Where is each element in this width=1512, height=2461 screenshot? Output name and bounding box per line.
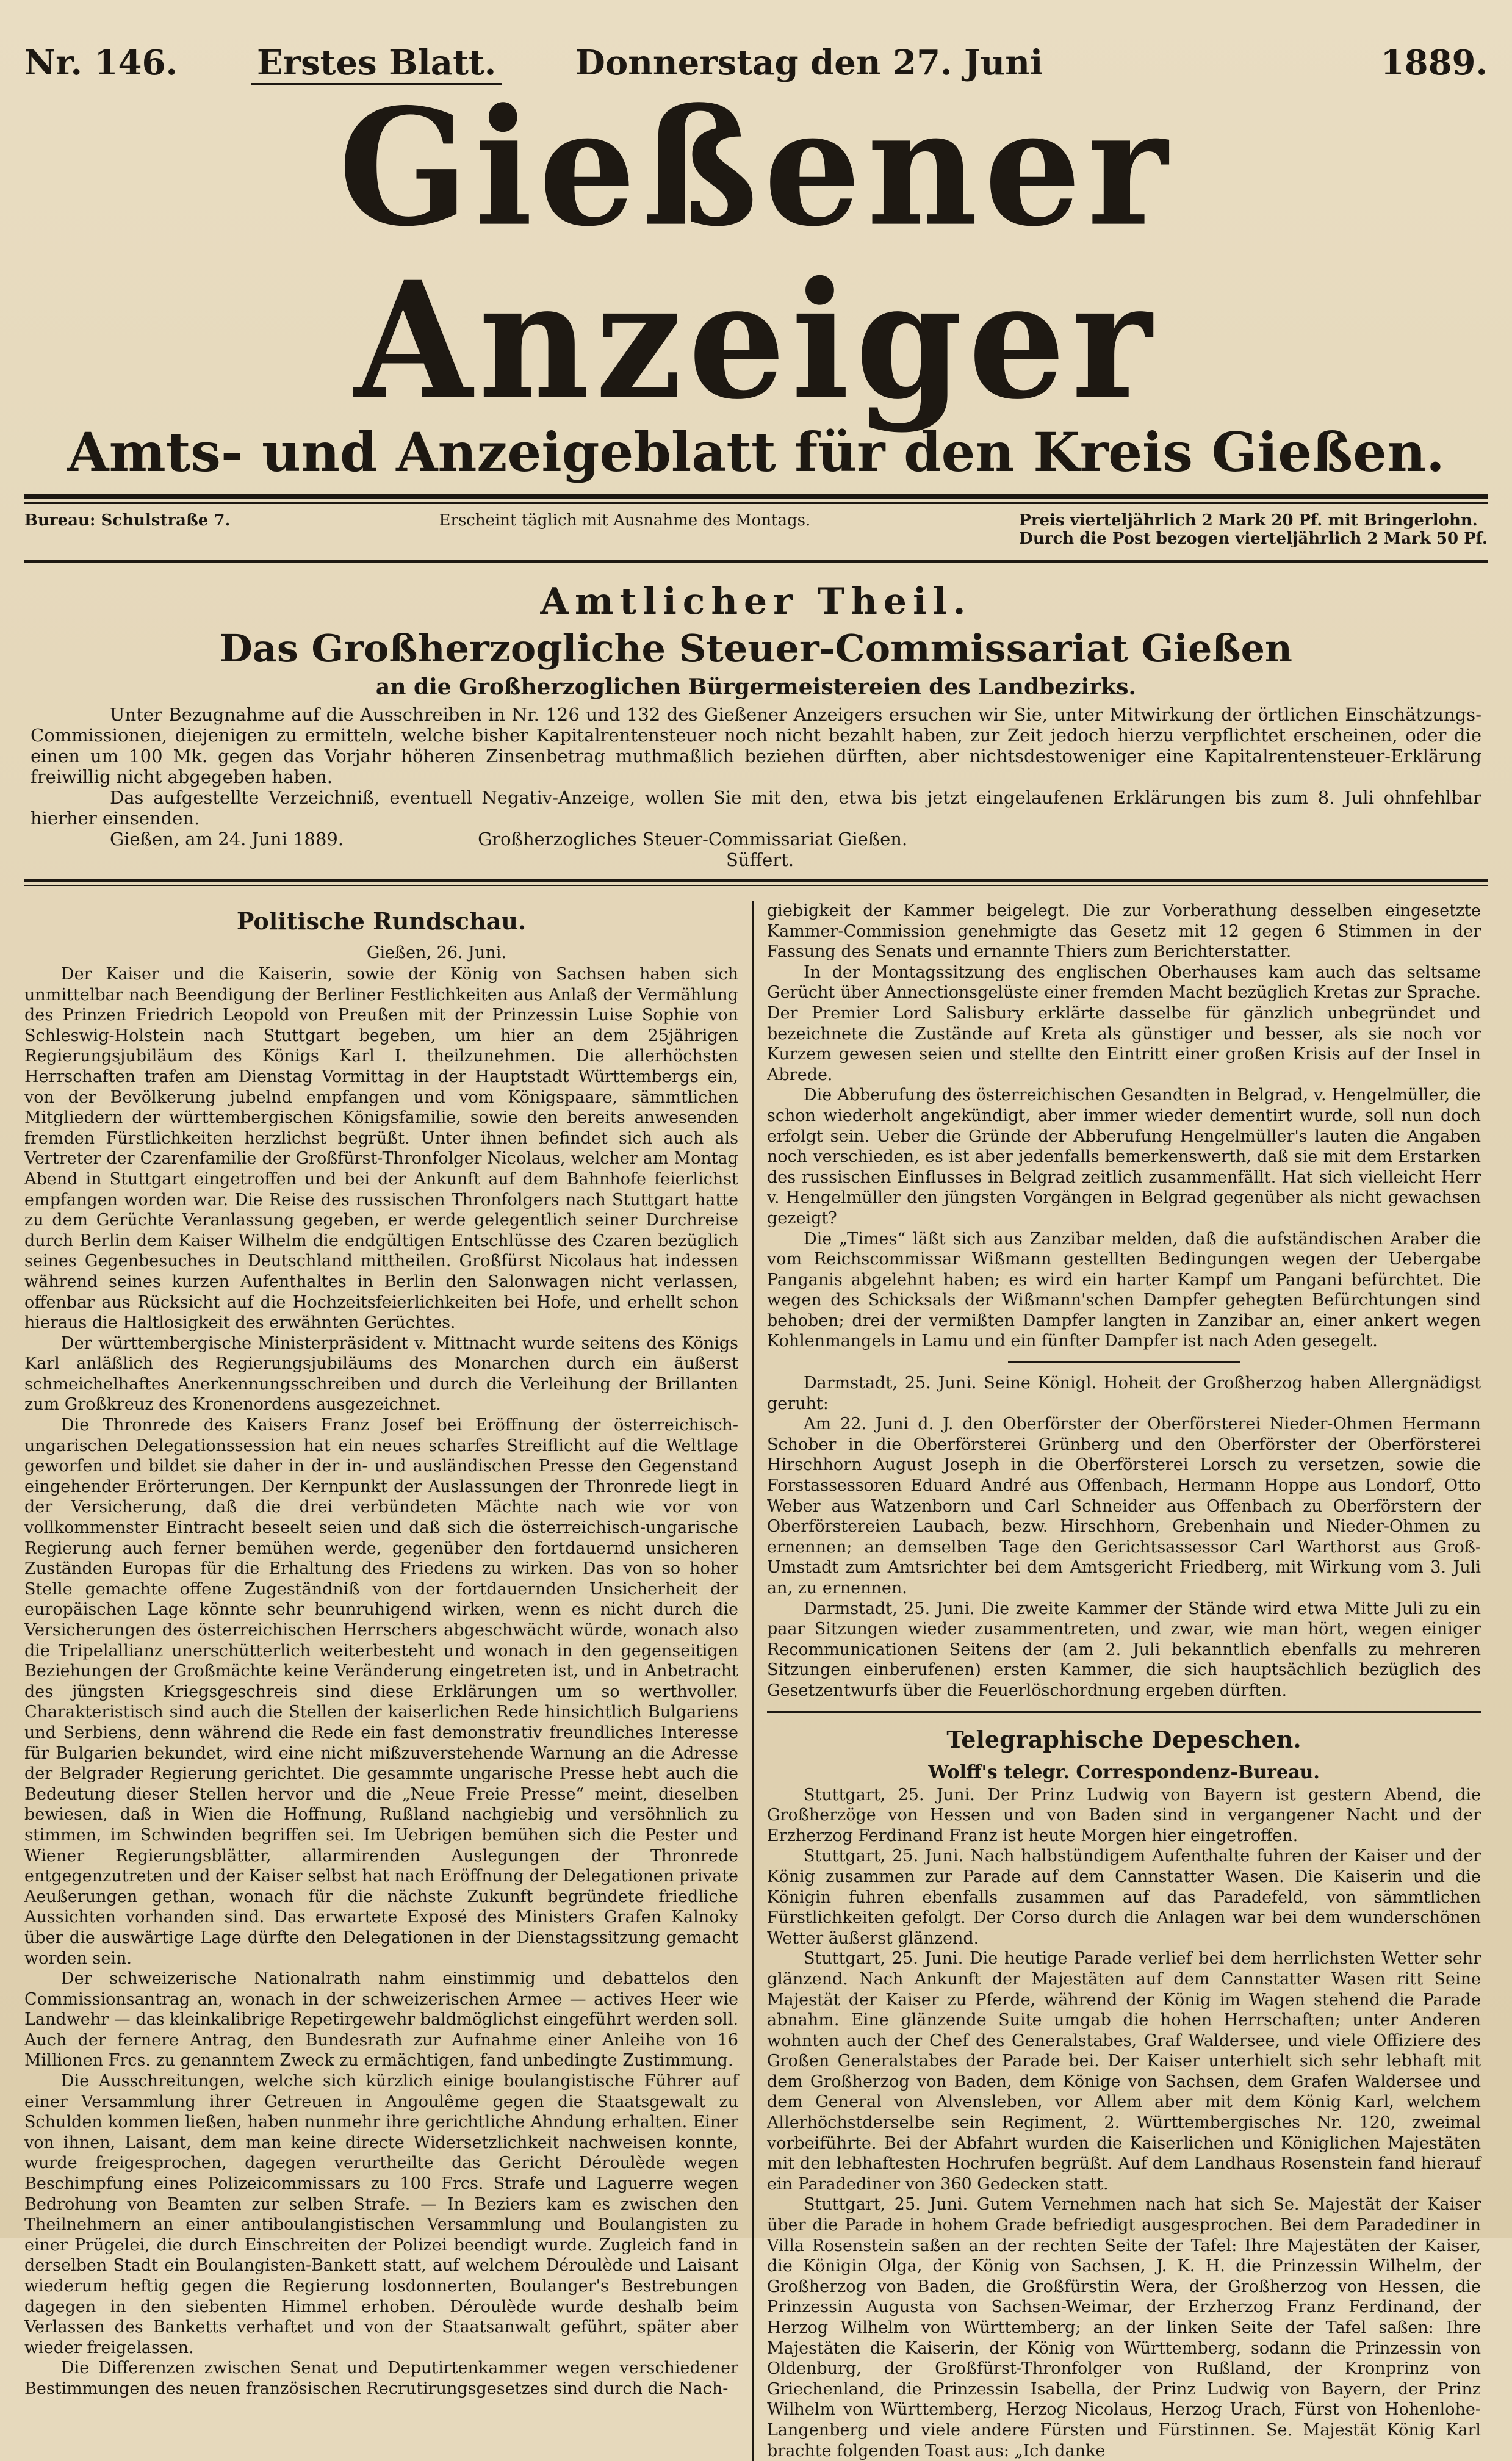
official-authority: Großherzogliches Steuer-Commissariat Gießen. bbox=[478, 829, 908, 849]
telegraphische-depeschen-heading: Telegraphische Depeschen. bbox=[946, 1725, 1301, 1753]
telegram-divider bbox=[767, 1711, 1481, 1713]
issue-date: Donnerstag den 27. Juni bbox=[575, 43, 1043, 83]
bureau-address: Bureau: Schulstraße 7. bbox=[24, 511, 231, 530]
telegram-item: Stuttgart, 25. Juni. Gutem Vernehmen nach hat sich Se. Majestät der Kaiser über die Parade in hohem Grade befriedigt ausgesprochen. Bei dem Paradediner in Villa Rosenstein saßen an der rechten Seite der Tafel: Ihre Majestäten der Kaiser, die Königin Olga, der König von Sachsen, J. K. H. die Prinzessin Wilhelm, der Großherzog von Baden, die Großfürstin Wera, der Großherzog von Hessen, die Prinzessin Augusta von Sachsen-Weimar, der Erzherzog Franz Ferdinand, der Herzog Wilhelm von Württemberg; an der linken Seite der Tafel saßen: Ihre Majestäten die Kaiserin, der König von Württemberg, sodann die Prinzessin von Oldenburg, der Großfürst-Thronfolger von Rußland, der Kronprinz von Griechenland, die Prinzessin Isabella, der Prinz Ludwig von Bayern, der Prinz Wilhelm von Württemberg, Herzog Nicolaus, Herzog Urach, Fürst von Hohenlohe-Langenberg und viele andere Fürsten und Fürstinnen. Se. Majestät König Karl brachte folgenden Toast aus: „Ich danke bbox=[767, 2195, 1481, 2460]
price-line-2: Durch die Post bezogen vierteljährlich 2 Mark 50 Pf. bbox=[1019, 530, 1488, 548]
official-signature-line bbox=[31, 829, 1481, 849]
price-line-1: Preis vierteljährlich 2 Mark 20 Pf. mit Bringerlohn. bbox=[1019, 511, 1478, 530]
publication-schedule: Erscheint täglich mit Ausnahme des Montags. bbox=[439, 511, 811, 530]
official-paragraph-2: Das aufgestellte Verzeichniß, eventuell Negativ-Anzeige, wollen Sie mit den, etwa bis jetzt eingelaufenen Erklärungen bis zum 8. Juli ohnfehlbar hierher einsenden. bbox=[31, 787, 1481, 829]
news-paragraph: Die Abberufung des österreichischen Gesandten in Belgrad, v. Hengelmüller, die schon wiederholt angekündigt, aber immer wieder dementirt wurde, soll nun doch erfolgt sein. Ueber die Gründe der Abberufung Hengelmüller's lauten die Angaben noch verschieden, es ist aber jedenfalls bemerkenswerth, daß sie mit dem Erstarken des russischen Einflusses in Belgrad zeitlich zusammenfällt. Hat sich vielleicht Herr v. Hengelmüller den jüngsten Vorgängen in Belgrad gegenüber als nicht gewachsen gezeigt? bbox=[767, 1086, 1481, 1228]
politische-rundschau-heading: Politische Rundschau. bbox=[236, 907, 527, 935]
rundschau-paragraph: Die Differenzen zwischen Senat und Deputirtenkammer wegen verschiedener Bestimmungen des neuen französischen Recrutirungsgesetzes sind durch die Nach- bbox=[24, 2358, 738, 2398]
telegram-item: Stuttgart, 25. Juni. Nach halbstündigem Aufenthalte fuhren der Kaiser und der König zusammen zur Parade auf dem Cannstatter Wasen. Die Kaiserin und die Königin fuhren ebenfalls zusammen auf das Paradefeld, von sämmtlichen Fürstlichkeiten gefolgt. Der Corso durch die Anlagen war bei dem wunderschönen Wetter äußerst glänzend. bbox=[767, 1847, 1481, 1948]
official-end-rule bbox=[24, 879, 1488, 886]
news-paragraph: Die „Times“ läßt sich aus Zanzibar melden, daß die aufständischen Araber die vom Reichscommissar Wißmann gestellten Bedingungen wegen der Uebergabe Panganis abgelehnt haben; es wird ein harter Kampf um Pangani befürchtet. Die wegen des Schicksals der Wißmann'schen Dampfer gehegten Befürchtungen sind behoben; drei der vermißten Dampfer langten in Zanzibar an, einer ankert wegen Kohlenmangels in Lamu und ein fünfter Dampfer ist nach Aden gesegelt. bbox=[767, 1229, 1481, 1351]
official-heading: Amtlicher Theil. bbox=[540, 580, 972, 623]
official-paragraph-1: Unter Bezugnahme auf die Ausschreiben in Nr. 126 und 132 des Gießener Anzeigers ersuchen wir Sie, unter Mitwirkung der örtlichen Einschätzungs-Commissionen, diejenigen zu ermitteln, welche bisher Kapitalrentensteuer noch nicht bezahlt haben, zur Zeit jedoch hierzu verpflichtet erscheinen, oder die einen um 100 Mk. gegen das Vorjahr höheren Zinsenbetrag muthmaßlich beziehen dürften, aber nichtsdestoweniger eine Kapitalrentensteuer-Erklärung freiwillig nicht abgegeben haben. bbox=[31, 704, 1481, 787]
official-subtitle: an die Großherzoglichen Bürgermeistereien des Landbezirks. bbox=[375, 674, 1137, 700]
official-place-date: Gießen, am 24. Juni 1889. bbox=[110, 829, 344, 849]
masthead-rule bbox=[24, 494, 1488, 504]
rundschau-paragraph: Der Kaiser und die Kaiserin, sowie der König von Sachsen haben sich unmittelbar nach Beendigung der Berliner Festlichkeiten aus Anlaß der Vermählung des Prinzen Friedrich Leopold von Preußen mit der Prinzessin Luise Sophie von Schleswig-Holstein nach Stuttgart begeben, um hier an dem 25jährigen Regierungsjubiläum des Königs Karl I. theilzunehmen. Die allerhöchsten Herrschaften trafen am Dienstag Vormittag in der Hauptstadt Württembergs ein, von der Bevölkerung jubelnd empfangen und vom Königspaare, sämmtlichen Mitgliedern der württembergischen Königsfamilie, sowie den bereits anwesenden fremden Fürstlichkeiten herzlichst begrüßt. Unter ihnen befindet sich auch als Vertreter der Czarenfamilie der Großfürst-Thronfolger Nicolaus, welcher am Montag Abend in Stuttgart eingetroffen und bei der Ankunft auf dem Bahnhofe feierlichst empfangen worden war. Die Reise des russischen Thronfolgers nach Stuttgart hatte zu dem Gerüchte Veranlassung gegeben, er werde gelegentlich seiner Durchreise durch Berlin dem Kaiser Wilhelm die endgültigen Entschlüsse des Czaren bezüglich seines Gegenbesuches in Deutschland mittheilen. Großfürst Nicolaus hat indessen während seines kurzen Aufenthaltes in Berlin den Salonwagen nicht verlassen, offenbar aus Rücksicht auf die Hochzeitsfeierlichkeiten bei Hofe, und erhellt schon hieraus die Haltlosigkeit des erwähnten Gerüchtes. bbox=[24, 965, 738, 1333]
rundschau-paragraph: Der württembergische Ministerpräsident v. Mittnacht wurde seitens des Königs Karl anläßlich des Regierungsjubiläums des Monarchen durch ein äußerst schmeichelhaftes Anerkennungsschreiben und durch die Verleihung der Brillanten zum Großkreuz des Kronenordens ausgezeichnet. bbox=[24, 1333, 738, 1414]
rundschau-dateline: Gießen, 26. Juni. bbox=[366, 943, 506, 962]
telegram-item: Stuttgart, 25. Juni. Der Prinz Ludwig von Bayern ist gestern Abend, die Großherzöge von Hessen und von Baden sind in vergangener Nacht und der Erzherzog Ferdinand Franz ist heute Morgen hier eingetroffen. bbox=[767, 1785, 1481, 1845]
left-column bbox=[24, 901, 754, 2461]
darmstadt-report-1: Darmstadt, 25. Juni. Seine Königl. Hoheit der Großherzog haben Allergnädigst geruht: bbox=[767, 1374, 1481, 1413]
rundschau-paragraph: Die Thronrede des Kaisers Franz Josef bei Eröffnung der österreichisch-ungarischen Delegationssession hat ein neues scharfes Streiflicht auf die Weltlage geworfen und bildet sie daher in der in- und ausländischen Presse den Gegenstand eingehender Erörterungen. Der Kernpunkt der Auslassungen der Thronrede liegt in der Versicherung, daß die drei verbündeten Mächte nach wie vor von vollkommenster Eintracht beseelt seien und daß sich die österreichisch-ungarische Regierung auch ferner bemühen werde, gegenüber den fortdauernd unsicheren Zuständen Europas für die Erhaltung des Friedens zu wirken. Das von so hoher Stelle gemachte offene Zugeständniß von der fortdauernden Unsicherheit der europäischen Lage könnte sehr beunruhigend wirken, wenn es nicht durch die Versicherungen des österreichischen Herrschers abgeschwächt würde, wonach also die Tripelallianz unerschütterlich weiterbesteht und wonach in den gegenseitigen Beziehungen der Großmächte keine Veränderung eingetreten ist, und in Anbetracht des jüngsten Kriegsgeschreis sind diese Erklärungen um so werthvoller. Charakteristisch sind auch die Stellen der kaiserlichen Rede hinsichtlich Bulgariens und Serbiens, denn während die Rede ein fast demonstrativ freundliches Interesse für Bulgarien bekundet, wird eine nicht mißzuverstehende Warnung an die Adresse der Belgrader Regierung gerichtet. Die gesammte ungarische Presse hebt auch die Bedeutung dieser Stellen hervor und die „Neue Freie Presse“ meint, dieselben bewiesen, daß in Wien die Hoffnung, Rußland nachgiebig und versöhnlich zu stimmen, im Schwinden begriffen sei. Im Uebrigen bemühen sich die Pester und Wiener Regierungsblätter, allarmirenden Auslegungen der Thronrede entgegenzutreten und der Kaiser selbst hat nach Eröffnung der Delegationen private Aeußerungen gethan, wonach für die nächste Zukunft begründete friedliche Aussichten vorhanden sind. Das erwartete Exposé des Ministers Grafen Kalnoky über die auswärtige Lage dürfte den Delegationen in der Dienstagssitzung gemacht worden sein. bbox=[24, 1416, 738, 1968]
issue-number: Nr. 146. bbox=[24, 43, 178, 83]
official-signer: Süffert. bbox=[726, 849, 794, 870]
wolff-bureau-subheading: Wolff's telegr. Correspondenz-Bureau. bbox=[928, 1761, 1320, 1783]
official-title: Das Großherzogliche Steuer-Commissariat Gießen bbox=[220, 626, 1292, 671]
info-rule bbox=[24, 560, 1488, 563]
official-section bbox=[24, 568, 1488, 870]
news-paragraph: In der Montagssitzung des englischen Oberhauses kam auch das seltsame Gerücht über Annectionsgelüste einer fremden Macht bezüglich Kretas zur Sprache. Der Premier Lord Salisbury erklärte dasselbe für gänzlich unbegründet und bezeichnete die Zustände auf Kreta als günstiger und besser, als sie noch vor Kurzem gewesen seien und stellte den Eintritt einer großen Krisis auf der Insel in Abrede. bbox=[767, 962, 1481, 1084]
issue-year: 1889. bbox=[1380, 43, 1488, 83]
telegram-item: Stuttgart, 25. Juni. Die heutige Parade verlief bei dem herrlichsten Wetter sehr glänzend. Nach Ankunft der Majestäten auf dem Cannstatter Wasen ritt Seine Majestät der Kaiser zu Pferde, während der König im Wagen stehend die Parade abnahm. Eine glänzende Suite umgab die hohen Herrschaften; unter Anderen wohnten auch der Chef des Generalstabes, Graf Waldersee, und viele Offiziere des Großen Generalstabes der Parade bei. Der Kaiser unterhielt sich sehr lebhaft mit dem Großherzog von Baden, dem Könige von Sachsen, dem Grafen Waldersee und dem General von Alvensleben, vor Allem aber mit dem König Karl, welchem Allerhöchstderselbe sein Regiment, 2. Württembergisches Nr. 120, zweimal vorbeiführte. Bei der Abfahrt wurden die Kaiserlichen und Königlichen Majestäten mit den lebhaftesten Hochrufen begrüßt. Auf dem Landhaus Rosenstein fand hierauf ein Paradediner von 360 Gedecken statt. bbox=[767, 1949, 1481, 2194]
darmstadt-report-2: Darmstadt, 25. Juni. Die zweite Kammer der Stände wird etwa Mitte Juli zu ein paar Sitzungen wieder zusammentreten, und zwar, wie man hört, wegen einiger Recommunicationen Seitens der (am 2. Juli bekanntlich ebenfalls zu mehreren Sitzungen einberufenen) ersten Kammer, die sich hauptsächlich bezüglich des Gesetzentwurfs über die Feuerlöschordnung ergeben dürften. bbox=[767, 1599, 1481, 1700]
info-bar bbox=[24, 511, 1488, 555]
edition-label: Erstes Blatt. bbox=[251, 43, 502, 85]
darmstadt-report-1-body: Am 22. Juni d. J. den Oberförster der Oberförsterei Nieder-Ohmen Hermann Schober in die Oberförsterei Grünberg und den Oberförster der Oberförsterei Hirschhorn August Joseph in die Oberförsterei Lorsch zu versetzen, sowie die Forstassessoren Eduard André aus Offenbach, Hermann Hoppe aus Londorf, Otto Weber aus Watzenborn und Carl Schneider aus Offenbach zu Oberförstern der Oberförstereien Laubach, bezw. Hirschhorn, Grebenhain und Nieder-Ohmen zu ernennen; an demselben Tage den Gerichtsassessor Carl Warthorst aus Groß-Umstadt zum Amtsrichter bei dem Amtsgericht Friedberg, mit Wirkung vom 3. Juli an, zu ernennen. bbox=[767, 1414, 1481, 1598]
newspaper-subtitle: Amts- und Anzeigeblatt für den Kreis Gießen. bbox=[67, 420, 1445, 484]
newspaper-title: Gießener Anzeiger bbox=[338, 73, 1174, 435]
news-divider bbox=[1008, 1361, 1240, 1363]
article-columns bbox=[24, 901, 1488, 2461]
rundschau-paragraph: Der schweizerische Nationalrath nahm einstimmig und debattelos den Commissionsantrag an, wonach in der schweizerischen Armee — actives Heer wie Landwehr — das kleinkalibrige Repetirgewehr baldmöglichst eingeführt werden soll. Auch der fernere Antrag, den Bundesrath zur Aufnahme einer Anleihe von 16 Millionen Frcs. zu genanntem Zweck zu ermächtigen, fand unbedingte Zustimmung. bbox=[24, 1969, 738, 2070]
news-paragraph: giebigkeit der Kammer beigelegt. Die zur Vorberathung desselben eingesetzte Kammer-Commission genehmigte das Gesetz mit 12 gegen 6 Stimmen in der Fassung des Senats und ernannte Thiers zum Berichterstatter. bbox=[767, 901, 1481, 962]
rundschau-paragraph: Die Ausschreitungen, welche sich kürzlich einige boulangistische Führer auf einer Versammlung ihrer Getreuen in Angoulême gegen die Staatsgewalt zu Schulden kommen ließen, haben nunmehr ihre gerichtliche Ahndung erhalten. Einer von ihnen, Laisant, dem man keine directe Widersetzlichkeit nachweisen konnte, wurde freigesprochen, dagegen verurtheilte das Gericht Déroulède wegen Beschimpfung eines Polizeicommissars zu 100 Frcs. Strafe und Laguerre wegen Bedrohung von Beamten zur selben Strafe. — In Beziers kam es zwischen den Theilnehmern an einer antiboulangistischen Versammlung und Boulangisten zu einer Prügelei, die durch Einschreiten der Polizei beendigt wurde. Zugleich fand in derselben Stadt ein Boulangisten-Bankett statt, auf welchem Déroulède und Laisant wiederum heftig gegen die Regierung losdonnerten, Boulanger's Bestrebungen dagegen in den siebenten Himmel erhoben. Déroulède wurde deshalb beim Verlassen des Banketts verhaftet und von der Staatsanwalt geführt, später aber wieder freigelassen. bbox=[24, 2072, 738, 2357]
right-column bbox=[754, 901, 1481, 2461]
subscription-price bbox=[1019, 511, 1488, 548]
